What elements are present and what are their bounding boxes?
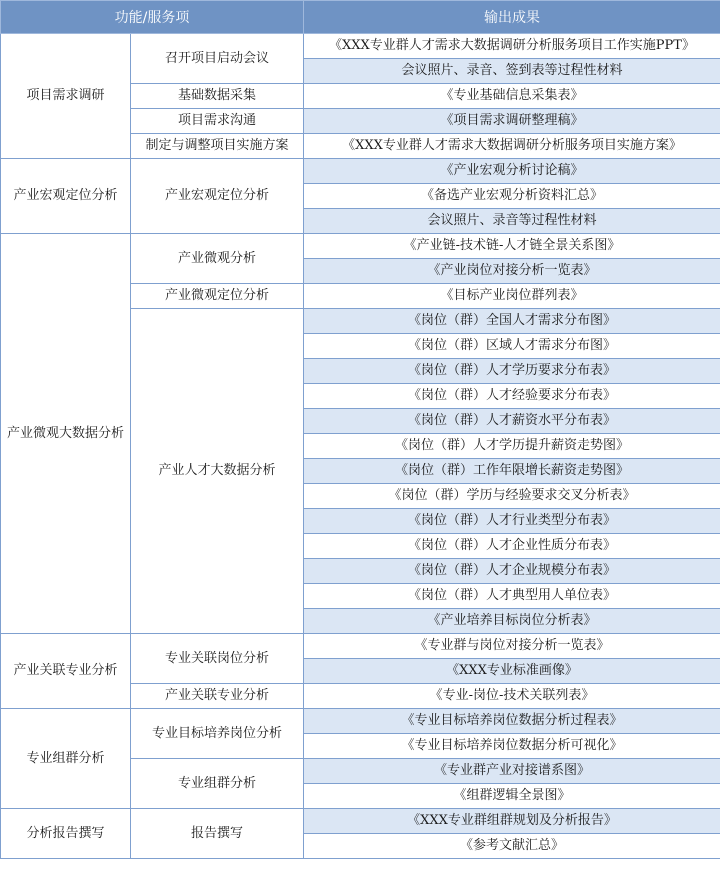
- group-name-cell: 专业目标培养岗位分析: [131, 709, 304, 759]
- section-name-cell: 分析报告撰写: [1, 809, 131, 859]
- output-cell: 《备选产业宏观分析资料汇总》: [304, 184, 720, 209]
- output-cell: 《岗位（群）工作年限增长薪资走势图》: [304, 459, 720, 484]
- output-cell: 《岗位（群）人才薪资水平分布表》: [304, 409, 720, 434]
- output-cell: 《产业岗位对接分析一览表》: [304, 259, 720, 284]
- section-name-cell: 产业关联专业分析: [1, 634, 131, 709]
- section-name-cell: 产业宏观定位分析: [1, 159, 131, 234]
- group-name-cell: 专业关联岗位分析: [131, 634, 304, 684]
- output-cell: 《XXX专业群组群规划及分析报告》: [304, 809, 720, 834]
- table-row: [1, 634, 720, 659]
- output-cell: 《项目需求调研整理稿》: [304, 109, 720, 134]
- output-cell: 《岗位（群）人才学历提升薪资走势图》: [304, 434, 720, 459]
- group-name-cell: 产业微观定位分析: [131, 284, 304, 309]
- output-cell: 《专业群与岗位对接分析一览表》: [304, 634, 720, 659]
- output-cell: 《岗位（群）人才典型用人单位表》: [304, 584, 720, 609]
- output-cell: 《专业目标培养岗位数据分析可视化》: [304, 734, 720, 759]
- output-cell: 《岗位（群）学历与经验要求交叉分析表》: [304, 484, 720, 509]
- output-cell: 《专业群产业对接谱系图》: [304, 759, 720, 784]
- output-cell: 《组群逻辑全景图》: [304, 784, 720, 809]
- table-row: [1, 159, 720, 184]
- section-name-cell: 项目需求调研: [1, 34, 131, 159]
- output-cell: 《岗位（群）全国人才需求分布图》: [304, 309, 720, 334]
- output-cell: 《XXX专业群人才需求大数据调研分析服务项目工作实施PPT》: [304, 34, 720, 59]
- section-name-cell: 专业组群分析: [1, 709, 131, 809]
- output-cell: 《专业目标培养岗位数据分析过程表》: [304, 709, 720, 734]
- output-cell: 《岗位（群）人才学历要求分布表》: [304, 359, 720, 384]
- group-name-cell: 项目需求沟通: [131, 109, 304, 134]
- group-name-cell: 召开项目启动会议: [131, 34, 304, 84]
- output-cell: 《岗位（群）区域人才需求分布图》: [304, 334, 720, 359]
- table-body: [1, 34, 720, 859]
- group-name-cell: 产业宏观定位分析: [131, 159, 304, 234]
- output-cell: 《目标产业岗位群列表》: [304, 284, 720, 309]
- output-cell: 《XXX专业群人才需求大数据调研分析服务项目实施方案》: [304, 134, 720, 159]
- output-cell: 会议照片、录音等过程性材料: [304, 209, 720, 234]
- table-row: [1, 34, 720, 59]
- output-cell: 《岗位（群）人才行业类型分布表》: [304, 509, 720, 534]
- group-name-cell: 产业人才大数据分析: [131, 309, 304, 634]
- output-cell: 《专业-岗位-技术关联列表》: [304, 684, 720, 709]
- output-cell: 《岗位（群）人才企业性质分布表》: [304, 534, 720, 559]
- output-cell: 《专业基础信息采集表》: [304, 84, 720, 109]
- output-cell: 《参考文献汇总》: [304, 834, 720, 859]
- output-cell: 《产业宏观分析讨论稿》: [304, 159, 720, 184]
- header-function: 功能/服务项: [1, 1, 304, 34]
- output-cell: 《产业链-技术链-人才链全景关系图》: [304, 234, 720, 259]
- output-cell: 《岗位（群）人才企业规模分布表》: [304, 559, 720, 584]
- section-name-cell: 产业微观大数据分析: [1, 234, 131, 634]
- group-name-cell: 制定与调整项目实施方案: [131, 134, 304, 159]
- group-name-cell: 基础数据采集: [131, 84, 304, 109]
- group-name-cell: 产业微观分析: [131, 234, 304, 284]
- group-name-cell: 专业组群分析: [131, 759, 304, 809]
- table-row: [1, 809, 720, 834]
- output-cell: 会议照片、录音、签到表等过程性材料: [304, 59, 720, 84]
- header-output: 输出成果: [304, 1, 720, 34]
- table-header-row: [1, 1, 720, 34]
- table-row: [1, 234, 720, 259]
- table-row: [1, 709, 720, 734]
- group-name-cell: 产业关联专业分析: [131, 684, 304, 709]
- group-name-cell: 报告撰写: [131, 809, 304, 859]
- output-cell: 《XXX专业标准画像》: [304, 659, 720, 684]
- output-cell: 《产业培养目标岗位分析表》: [304, 609, 720, 634]
- output-cell: 《岗位（群）人才经验要求分布表》: [304, 384, 720, 409]
